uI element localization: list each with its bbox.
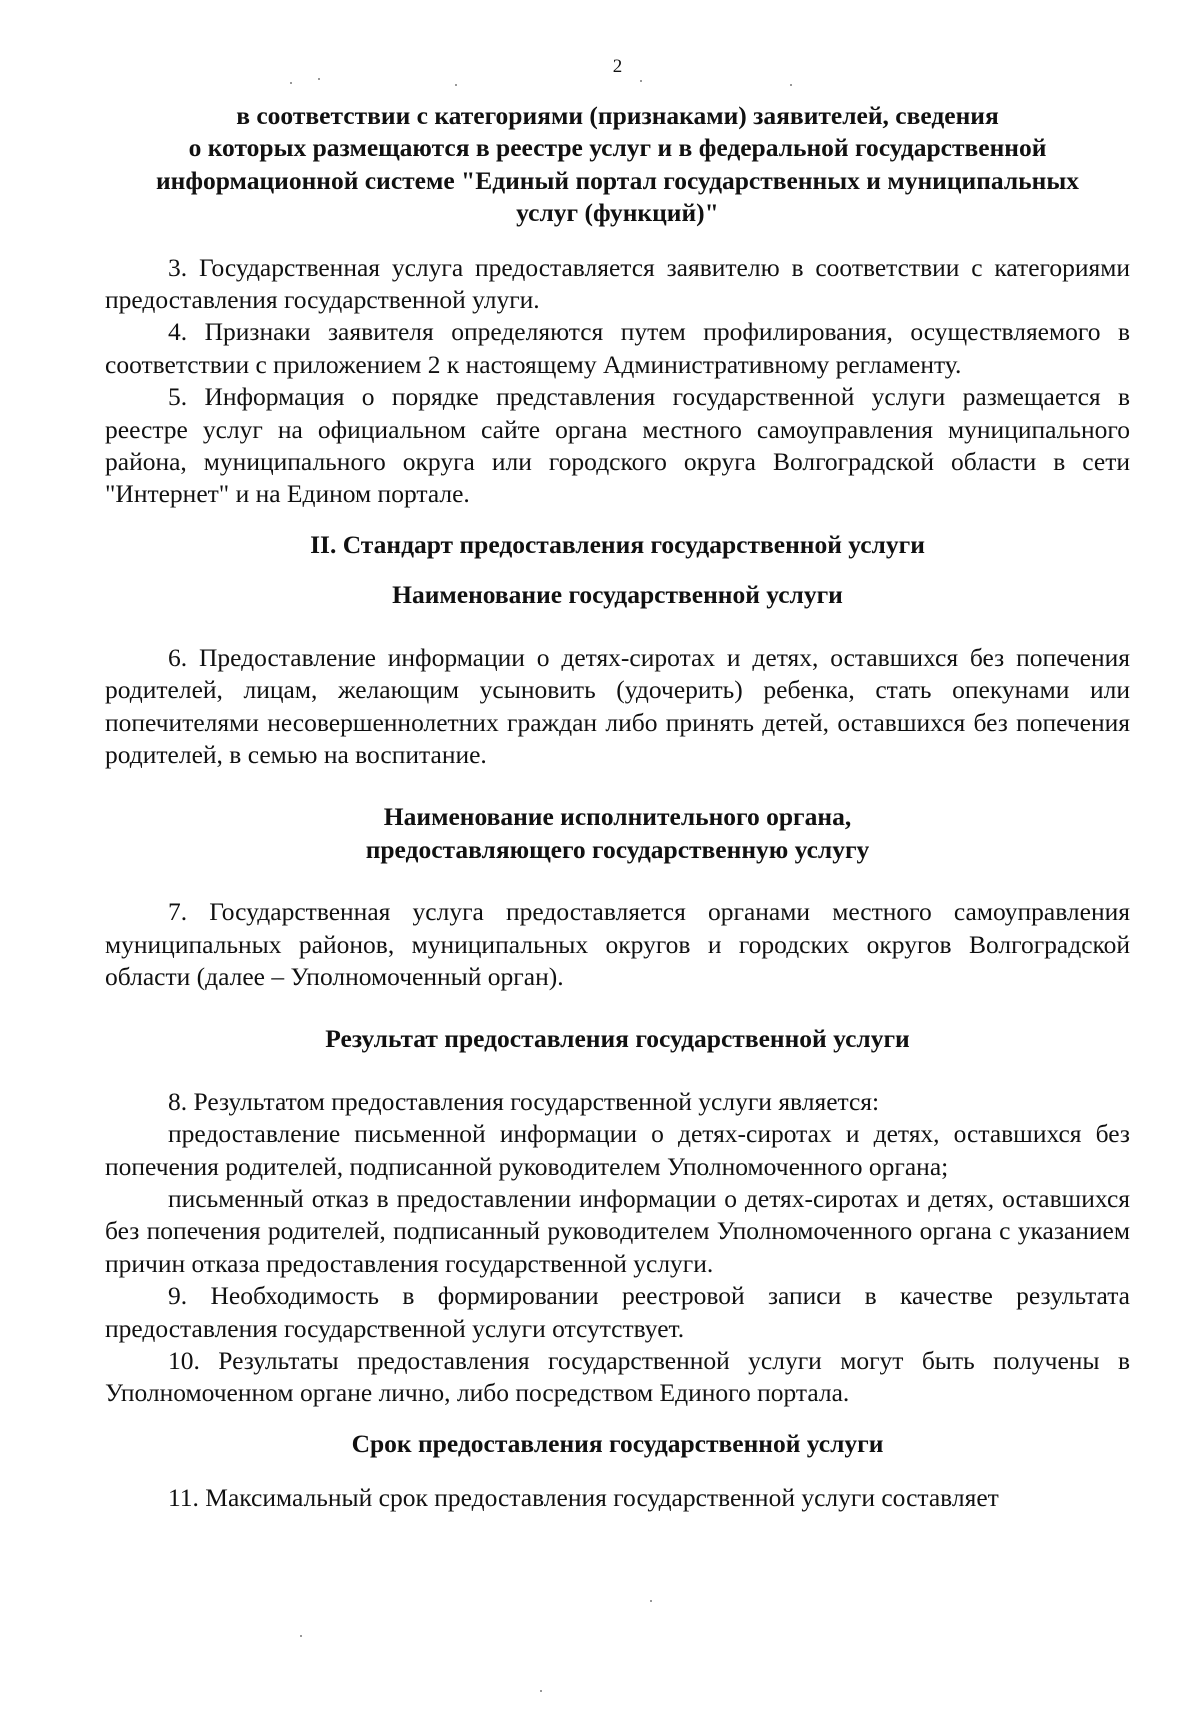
paragraph-11: 11. Максимальный срок предоставления государственной услуги составляет [168,1483,999,1513]
intro-heading-line: услуг (функций)" [516,198,719,228]
paragraph-7: 7. Государственная услуга предоставляется органами местного самоуправления муниципальных районов, муниципальных округов и городских округов Волгоградской области (далее – Уполномоченный орган). [105,897,1130,991]
spacer [105,771,1130,801]
paragraph-4: 4. Признаки заявителя определяются путем профилирования, осуществляемого в соответствии с приложением 2 к настоящему Административному регламенту. [105,317,1130,379]
page-number: 2 [612,56,623,77]
document-body [105,100,1130,1515]
term-heading: Срок предоставления государственной услуги [351,1428,884,1458]
intro-heading-line: информационной системе "Единый портал государственных и муниципальных [155,165,1080,195]
scan-speck [540,1690,542,1692]
paragraph-6: 6. Предоставление информации о детях-сиротах и детях, оставшихся без попечения родителей, лицам, желающим усыновить (удочерить) ребенка, стать опекунами или попечителями несовершеннолетних граждан либо принять детей, оставшихся без попечения родителей, в семью на воспитание. [105,642,1130,769]
result-heading: Результат предоставления государственной услуги [325,1024,910,1054]
intro-heading-line: в соответствии с категориями (признаками) заявителей, сведения [236,101,999,130]
service-name-heading: Наименование государственной услуги [392,580,843,610]
spacer [105,1056,1130,1086]
executive-body-heading-line: предоставляющего государственную услугу [365,834,870,864]
scan-speck [290,82,292,84]
scan-speck [300,1635,302,1637]
scan-speck [650,1600,652,1602]
executive-body-heading-line: Наименование исполнительного органа, [383,802,852,832]
spacer [105,612,1130,642]
spacer [105,561,1130,579]
section-2-title: II. Стандарт предоставления государственной услуги [310,529,925,559]
executive-body-heading [105,801,1130,866]
scan-speck [318,78,320,80]
spacer [105,230,1130,252]
spacer [105,993,1130,1023]
paragraph-8b: письменный отказ в предоставлении информации о детях-сиротах и детях, оставшихся без попечения родителей, подписанный руководителем Уполномоченного органа с указанием причин отказа предоставления государственной услуги. [105,1183,1130,1278]
paragraph-3: 3. Государственная услуга предоставляется заявителю в соответствии с категориями предоставления государственной улуги. [105,252,1130,315]
spacer [105,1410,1130,1428]
intro-heading [105,100,1130,230]
paragraph-8a: предоставление письменной информации о детях-сиротах и детях, оставшихся без попечения родителей, подписанной руководителем Уполномоченного органа; [105,1119,1130,1181]
spacer [105,866,1130,896]
intro-heading-line: о которых размещаются в реестре услуг и в федеральной государственной [188,133,1047,163]
paragraph-8: 8. Результатом предоставления государственной услуги является: [168,1086,880,1116]
paragraph-5: 5. Информация о порядке представления государственной услуги размещается в реестре услуг на официальном сайте органа местного самоуправления муниципального района, муниципального округа или городского округа Волгоградской области в сети "Интернет" и на Едином портале. [105,382,1130,509]
scan-speck [640,80,642,82]
paragraph-10: 10. Результаты предоставления государственной услуги могут быть получены в Уполномоченном органе лично, либо посредством Единого портала. [105,1346,1130,1408]
spacer [105,1460,1130,1482]
paragraph-9: 9. Необходимость в формировании реестровой записи в качестве результата предоставления государственной услуги отсутствует. [105,1281,1130,1343]
scan-speck [455,84,457,86]
scan-speck [790,84,792,86]
spacer [105,511,1130,529]
